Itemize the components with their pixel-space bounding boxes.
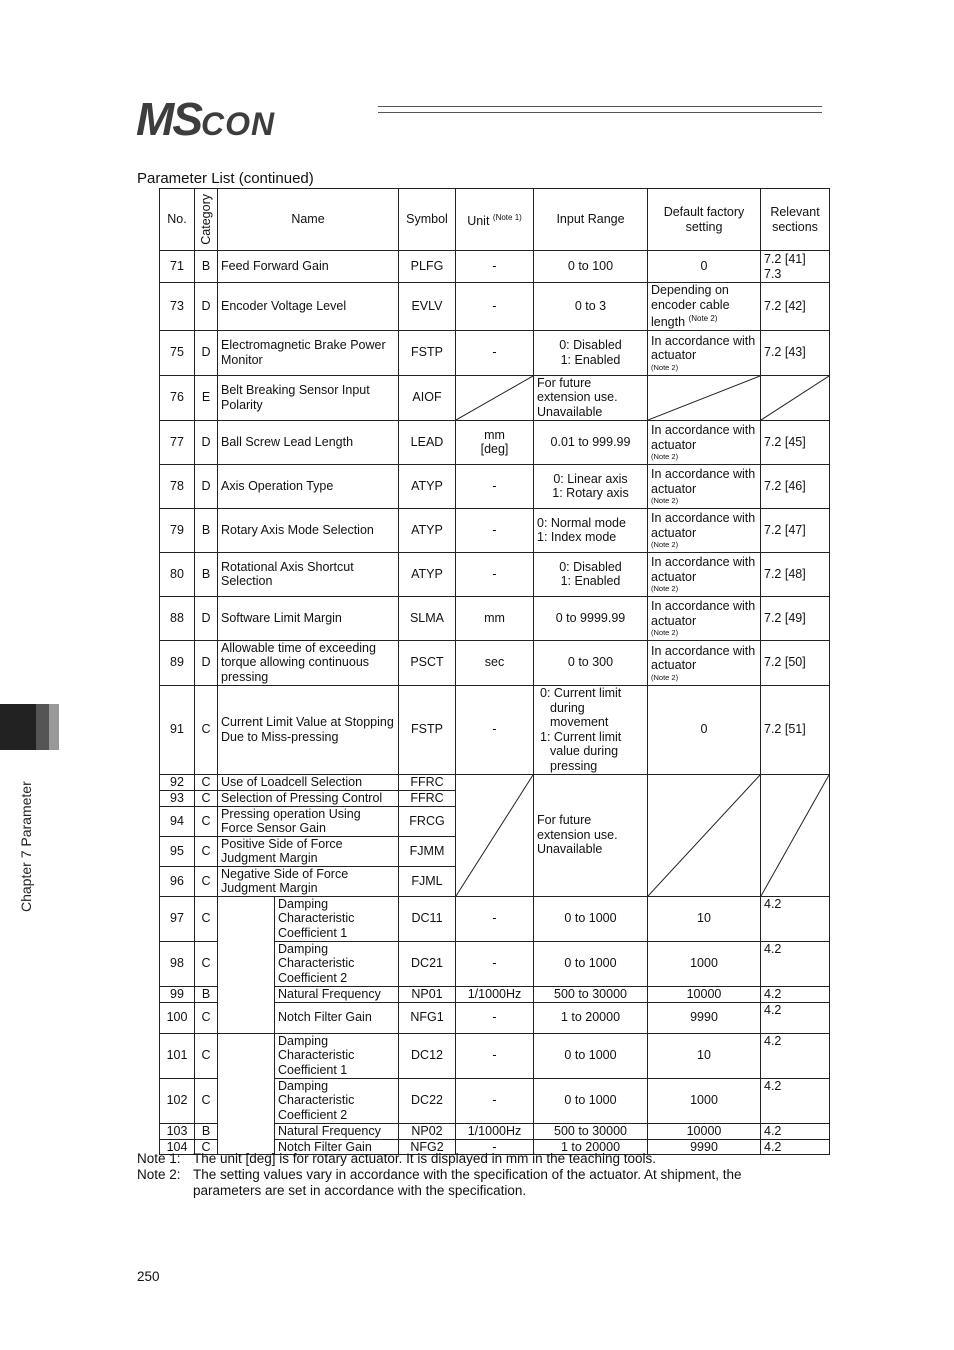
cell-sym: NFG2 <box>399 1139 456 1155</box>
table-row <box>160 283 830 331</box>
table-row <box>160 420 830 464</box>
cell-no: 103 <box>160 1123 195 1139</box>
footnote-1: Note 1: The unit [deg] is for rotary actuator. It is displayed in mm in the teaching tools. <box>137 1151 656 1166</box>
cell-sections: 7.2 [45] <box>761 420 830 464</box>
cell-name: Rotational Axis Shortcut Selection <box>218 552 399 596</box>
cell-cat: C <box>195 896 218 941</box>
cell-range: 0 to 1000 <box>534 941 648 986</box>
cell-cat: C <box>195 1033 218 1078</box>
mscon-logo: MSCON <box>136 93 276 145</box>
cell-default: In accordance with actuator (Note 2) <box>648 552 761 596</box>
cell-range: 0 to 300 <box>534 640 648 685</box>
cell-unit-unavailable <box>456 375 534 420</box>
cell-sym: NP01 <box>399 986 456 1002</box>
chapter-label: Chapter 7 Parameter <box>18 781 34 912</box>
cell-unit: - <box>456 251 534 283</box>
cell-sym: FFRC <box>399 774 456 790</box>
cell-sections: 4.2 <box>761 896 830 941</box>
cell-range: 0 to 3 <box>534 283 648 331</box>
cell-unit: - <box>456 1033 534 1078</box>
cell-name: Use of Loadcell Selection <box>218 774 399 790</box>
cell-sym: ATYP <box>399 508 456 552</box>
cell-sections: 4.2 <box>761 1033 830 1078</box>
cell-range: 0: Current limit during movement 1: Current limit value during pressing <box>534 685 648 774</box>
cell-name: Selection of Pressing Control <box>218 790 399 806</box>
cell-sections: 7.2 [43] <box>761 330 830 375</box>
cell-range: 0: Disabled 1: Enabled <box>534 552 648 596</box>
cell-sections: 7.2 [41] 7.3 <box>761 251 830 283</box>
vibration-set-2-label <box>218 1033 275 1155</box>
cell-sym: FRCG <box>399 806 456 836</box>
cell-cat: B <box>195 251 218 283</box>
cell-cat: C <box>195 1002 218 1033</box>
cell-name: Notch Filter Gain <box>275 1139 399 1155</box>
table-row <box>160 552 830 596</box>
table-row <box>160 896 830 941</box>
cell-sym: FJML <box>399 866 456 896</box>
cell-cat: B <box>195 986 218 1002</box>
cell-sym: SLMA <box>399 596 456 640</box>
cell-name: Natural Frequency <box>275 986 399 1002</box>
cell-no: 95 <box>160 836 195 866</box>
cell-default: In accordance with actuator (Note 2) <box>648 420 761 464</box>
cell-name: Ball Screw Lead Length <box>218 420 399 464</box>
cell-cat: D <box>195 464 218 508</box>
cell-no: 101 <box>160 1033 195 1078</box>
cell-range: 1 to 20000 <box>534 1139 648 1155</box>
cell-no: 76 <box>160 375 195 420</box>
table-row <box>160 774 830 790</box>
cell-unit: - <box>456 941 534 986</box>
cell-range: 1 to 20000 <box>534 1002 648 1033</box>
cell-name: Pressing operation Using Force Sensor Gain <box>218 806 399 836</box>
page-number: 250 <box>137 1269 160 1284</box>
cell-cat: C <box>195 941 218 986</box>
header-rule-top <box>378 106 822 107</box>
col-no: No. <box>160 189 195 251</box>
cell-default: Depending on encoder cable length $^{(Note 2)}$ <box>648 283 761 331</box>
cell-range: For future extension use. Unavailable <box>534 375 648 420</box>
cell-no: 102 <box>160 1078 195 1123</box>
cell-name: Current Limit Value at Stopping Due to Miss-pressing <box>218 685 399 774</box>
cell-sym: AIOF <box>399 375 456 420</box>
cell-cat: C <box>195 774 218 790</box>
cell-default: 10000 <box>648 986 761 1002</box>
chapter-tab-light <box>49 704 59 750</box>
cell-name: Damping Characteristic Coefficient 2 <box>275 1078 399 1123</box>
cell-no: 73 <box>160 283 195 331</box>
cell-no: 94 <box>160 806 195 836</box>
cell-range: 0 to 9999.99 <box>534 596 648 640</box>
cell-unit: mm [deg] <box>456 420 534 464</box>
cell-default: In accordance with actuator (Note 2) <box>648 640 761 685</box>
cell-unit: - <box>456 896 534 941</box>
table-row <box>160 330 830 375</box>
cell-no: 92 <box>160 774 195 790</box>
cell-sym: ATYP <box>399 464 456 508</box>
cell-sym: ATYP <box>399 552 456 596</box>
cell-default: 0 <box>648 685 761 774</box>
cell-name: Feed Forward Gain <box>218 251 399 283</box>
cell-sym: DC21 <box>399 941 456 986</box>
cell-cat: B <box>195 508 218 552</box>
cell-sym: NFG1 <box>399 1002 456 1033</box>
cell-unit-unavailable <box>456 774 534 896</box>
cell-unit: - <box>456 1002 534 1033</box>
cell-no: 89 <box>160 640 195 685</box>
cell-unit: - <box>456 330 534 375</box>
cell-cat: C <box>195 790 218 806</box>
col-category: Category <box>195 189 218 251</box>
cell-default: 10000 <box>648 1123 761 1139</box>
table-row <box>160 640 830 685</box>
cell-name: Natural Frequency <box>275 1123 399 1139</box>
cell-range: 0: Disabled 1: Enabled <box>534 330 648 375</box>
cell-range: For future extension use. Unavailable <box>534 774 648 896</box>
cell-default: 9990 <box>648 1139 761 1155</box>
cell-unit: 1/1000Hz <box>456 1123 534 1139</box>
cell-sections: 4.2 <box>761 1139 830 1155</box>
cell-sections-unavailable <box>761 774 830 896</box>
cell-sections: 7.2 [46] <box>761 464 830 508</box>
cell-range: 0 to 1000 <box>534 1078 648 1123</box>
col-symbol: Symbol <box>399 189 456 251</box>
cell-no: 80 <box>160 552 195 596</box>
cell-name: Damping Characteristic Coefficient 1 <box>275 896 399 941</box>
cell-sym: DC22 <box>399 1078 456 1123</box>
cell-cat: D <box>195 420 218 464</box>
cell-name: Software Limit Margin <box>218 596 399 640</box>
cell-no: 98 <box>160 941 195 986</box>
cell-unit: sec <box>456 640 534 685</box>
cell-name: Damping Characteristic Coefficient 2 <box>275 941 399 986</box>
parameter-table <box>159 188 830 1155</box>
header-rule-bottom <box>378 112 822 113</box>
vibration-set-1-label <box>218 896 275 1033</box>
cell-cat: E <box>195 375 218 420</box>
cell-no: 100 <box>160 1002 195 1033</box>
footnotes <box>137 1151 793 1199</box>
col-range: Input Range <box>534 189 648 251</box>
cell-unit: 1/1000Hz <box>456 986 534 1002</box>
cell-sym: FSTP <box>399 685 456 774</box>
cell-cat: B <box>195 1123 218 1139</box>
cell-sections: 7.2 [50] <box>761 640 830 685</box>
cell-default: 0 <box>648 251 761 283</box>
cell-no: 88 <box>160 596 195 640</box>
cell-default: In accordance with actuator (Note 2) <box>648 464 761 508</box>
table-row <box>160 508 830 552</box>
page-subtitle: Parameter List (continued) <box>137 170 314 187</box>
cell-default-unavailable <box>648 375 761 420</box>
col-default: Default factory setting <box>648 189 761 251</box>
cell-unit: mm <box>456 596 534 640</box>
chapter-tab-mid <box>36 704 49 750</box>
cell-range: 0: Normal mode 1: Index mode <box>534 508 648 552</box>
cell-default: In accordance with actuator (Note 2) <box>648 330 761 375</box>
cell-sym: PSCT <box>399 640 456 685</box>
cell-cat: C <box>195 1078 218 1123</box>
cell-no: 91 <box>160 685 195 774</box>
cell-name: Positive Side of Force Judgment Margin <box>218 836 399 866</box>
cell-no: 99 <box>160 986 195 1002</box>
table-row <box>160 1033 830 1078</box>
cell-cat: C <box>195 866 218 896</box>
table-row <box>160 596 830 640</box>
cell-range: 500 to 30000 <box>534 986 648 1002</box>
cell-range: 0 to 100 <box>534 251 648 283</box>
cell-no: 104 <box>160 1139 195 1155</box>
cell-cat: C <box>195 1139 218 1155</box>
table-row <box>160 251 830 283</box>
cell-default-unavailable <box>648 774 761 896</box>
col-unit: Unit $^{(Note 1)}$ <box>456 189 534 251</box>
cell-unit: - <box>456 685 534 774</box>
cell-range: 500 to 30000 <box>534 1123 648 1139</box>
cell-sections: 7.2 [47] <box>761 508 830 552</box>
cell-sym: DC11 <box>399 896 456 941</box>
cell-no: 96 <box>160 866 195 896</box>
cell-no: 71 <box>160 251 195 283</box>
cell-range: 0 to 1000 <box>534 896 648 941</box>
cell-name: Electromagnetic Brake Power Monitor <box>218 330 399 375</box>
cell-range: 0 to 1000 <box>534 1033 648 1078</box>
cell-sym: LEAD <box>399 420 456 464</box>
cell-default: 1000 <box>648 1078 761 1123</box>
cell-sections: 4.2 <box>761 941 830 986</box>
cell-unit: - <box>456 1139 534 1155</box>
cell-default: In accordance with actuator (Note 2) <box>648 596 761 640</box>
cell-no: 78 <box>160 464 195 508</box>
cell-no: 79 <box>160 508 195 552</box>
cell-sym: DC12 <box>399 1033 456 1078</box>
cell-no: 75 <box>160 330 195 375</box>
cell-sections: 4.2 <box>761 1123 830 1139</box>
cell-sym: FFRC <box>399 790 456 806</box>
cell-range: 0: Linear axis 1: Rotary axis <box>534 464 648 508</box>
footnote-2: Note 2: The setting values vary in accordance with the specification of the actuator. At shipment, the parameters are set in accordance with the specification. <box>137 1167 742 1198</box>
chapter-tab-dark <box>0 704 36 750</box>
cell-sections: 4.2 <box>761 1002 830 1033</box>
cell-name: Axis Operation Type <box>218 464 399 508</box>
cell-sym: FSTP <box>399 330 456 375</box>
cell-cat: D <box>195 283 218 331</box>
cell-cat: B <box>195 552 218 596</box>
col-sections: Relevant sections <box>761 189 830 251</box>
cell-unit: - <box>456 464 534 508</box>
table-row <box>160 685 830 774</box>
cell-unit: - <box>456 283 534 331</box>
cell-name: Damping Characteristic Coefficient 1 <box>275 1033 399 1078</box>
cell-unit: - <box>456 1078 534 1123</box>
cell-sections: 7.2 [48] <box>761 552 830 596</box>
cell-no: 93 <box>160 790 195 806</box>
cell-name: Rotary Axis Mode Selection <box>218 508 399 552</box>
cell-unit: - <box>456 552 534 596</box>
col-name: Name <box>218 189 399 251</box>
cell-default: 10 <box>648 1033 761 1078</box>
cell-cat: C <box>195 685 218 774</box>
cell-name: Belt Breaking Sensor Input Polarity <box>218 375 399 420</box>
header-row <box>160 189 830 251</box>
cell-sections-unavailable <box>761 375 830 420</box>
table-row <box>160 375 830 420</box>
cell-cat: D <box>195 640 218 685</box>
cell-name: Encoder Voltage Level <box>218 283 399 331</box>
cell-sections: 7.2 [49] <box>761 596 830 640</box>
cell-sym: PLFG <box>399 251 456 283</box>
cell-default: 1000 <box>648 941 761 986</box>
cell-no: 77 <box>160 420 195 464</box>
cell-cat: D <box>195 330 218 375</box>
cell-sym: NP02 <box>399 1123 456 1139</box>
cell-sym: EVLV <box>399 283 456 331</box>
cell-sym: FJMM <box>399 836 456 866</box>
cell-no: 97 <box>160 896 195 941</box>
cell-sections: 4.2 <box>761 1078 830 1123</box>
cell-cat: C <box>195 806 218 836</box>
cell-range: 0.01 to 999.99 <box>534 420 648 464</box>
cell-sections: 7.2 [51] <box>761 685 830 774</box>
cell-name: Negative Side of Force Judgment Margin <box>218 866 399 896</box>
cell-sections: 4.2 <box>761 986 830 1002</box>
cell-default: 9990 <box>648 1002 761 1033</box>
cell-name: Notch Filter Gain <box>275 1002 399 1033</box>
table-row <box>160 464 830 508</box>
cell-cat: C <box>195 836 218 866</box>
cell-name: Allowable time of exceeding torque allowing continuous pressing <box>218 640 399 685</box>
cell-default: In accordance with actuator (Note 2) <box>648 508 761 552</box>
cell-unit: - <box>456 508 534 552</box>
cell-sections: 7.2 [42] <box>761 283 830 331</box>
cell-cat: D <box>195 596 218 640</box>
cell-default: 10 <box>648 896 761 941</box>
